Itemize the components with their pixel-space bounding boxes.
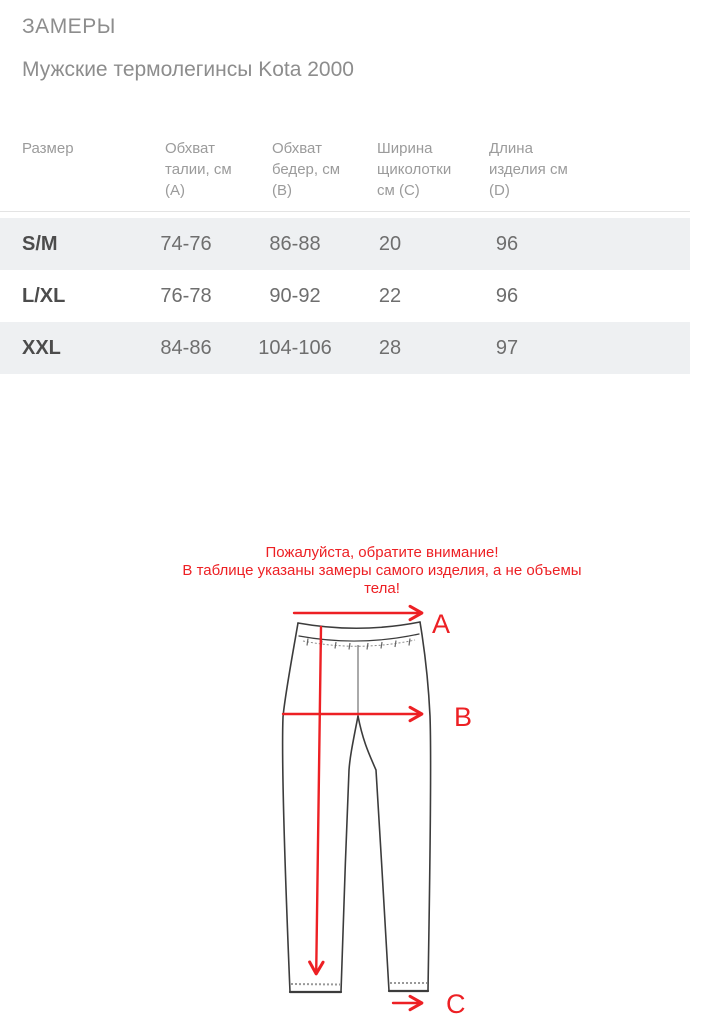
label-b: B [454, 702, 473, 732]
cell-length: 96 [495, 232, 519, 255]
column-header-waist: Обхват талии, см (A) [130, 138, 242, 212]
cell-size: L/XL [22, 284, 66, 307]
cell-ankle: 28 [378, 336, 402, 359]
leggings-seams [291, 639, 427, 985]
label-c: C [446, 989, 466, 1019]
table-row [0, 270, 690, 322]
note-line-1: Пожалуйста, обратите внимание! [265, 544, 499, 561]
note-line-2: В таблице указаны замеры самого изделия, а не объемы тела! [182, 562, 582, 597]
table-row [0, 322, 690, 374]
cell-waist: 76-78 [160, 284, 212, 307]
page-title: ЗАМЕРЫ [22, 15, 116, 38]
table-row [0, 218, 690, 270]
leggings-diagram [230, 600, 490, 1020]
measurement-labels [432, 609, 472, 1019]
product-name: Мужские термолегинсы Kota 2000 [22, 58, 354, 81]
cell-size: S/M [22, 232, 58, 255]
column-header-ankle: Ширина щиколотки см (C) [348, 138, 432, 212]
cell-hips: 86-88 [269, 232, 321, 255]
cell-hips: 90-92 [269, 284, 321, 307]
cell-waist: 84-86 [160, 336, 212, 359]
leggings-outline [283, 622, 431, 992]
cell-waist: 74-76 [160, 232, 212, 255]
table-header-row [0, 138, 690, 212]
cell-size: XXL [22, 336, 61, 359]
label-a: A [432, 609, 451, 639]
column-header-length: Длина изделия см (D) [432, 138, 582, 212]
measurement-arrows [283, 613, 421, 1003]
arrow-d-length [316, 627, 321, 973]
cell-length: 96 [495, 284, 519, 307]
cell-hips: 104-106 [258, 336, 332, 359]
column-header-hips: Обхват бедер, см (B) [242, 138, 348, 212]
cell-length: 97 [495, 336, 519, 359]
cell-ankle: 20 [378, 232, 402, 255]
cell-ankle: 22 [378, 284, 402, 307]
column-header-size: Размер [0, 138, 130, 212]
measurement-note [182, 544, 582, 598]
size-table [0, 138, 690, 374]
